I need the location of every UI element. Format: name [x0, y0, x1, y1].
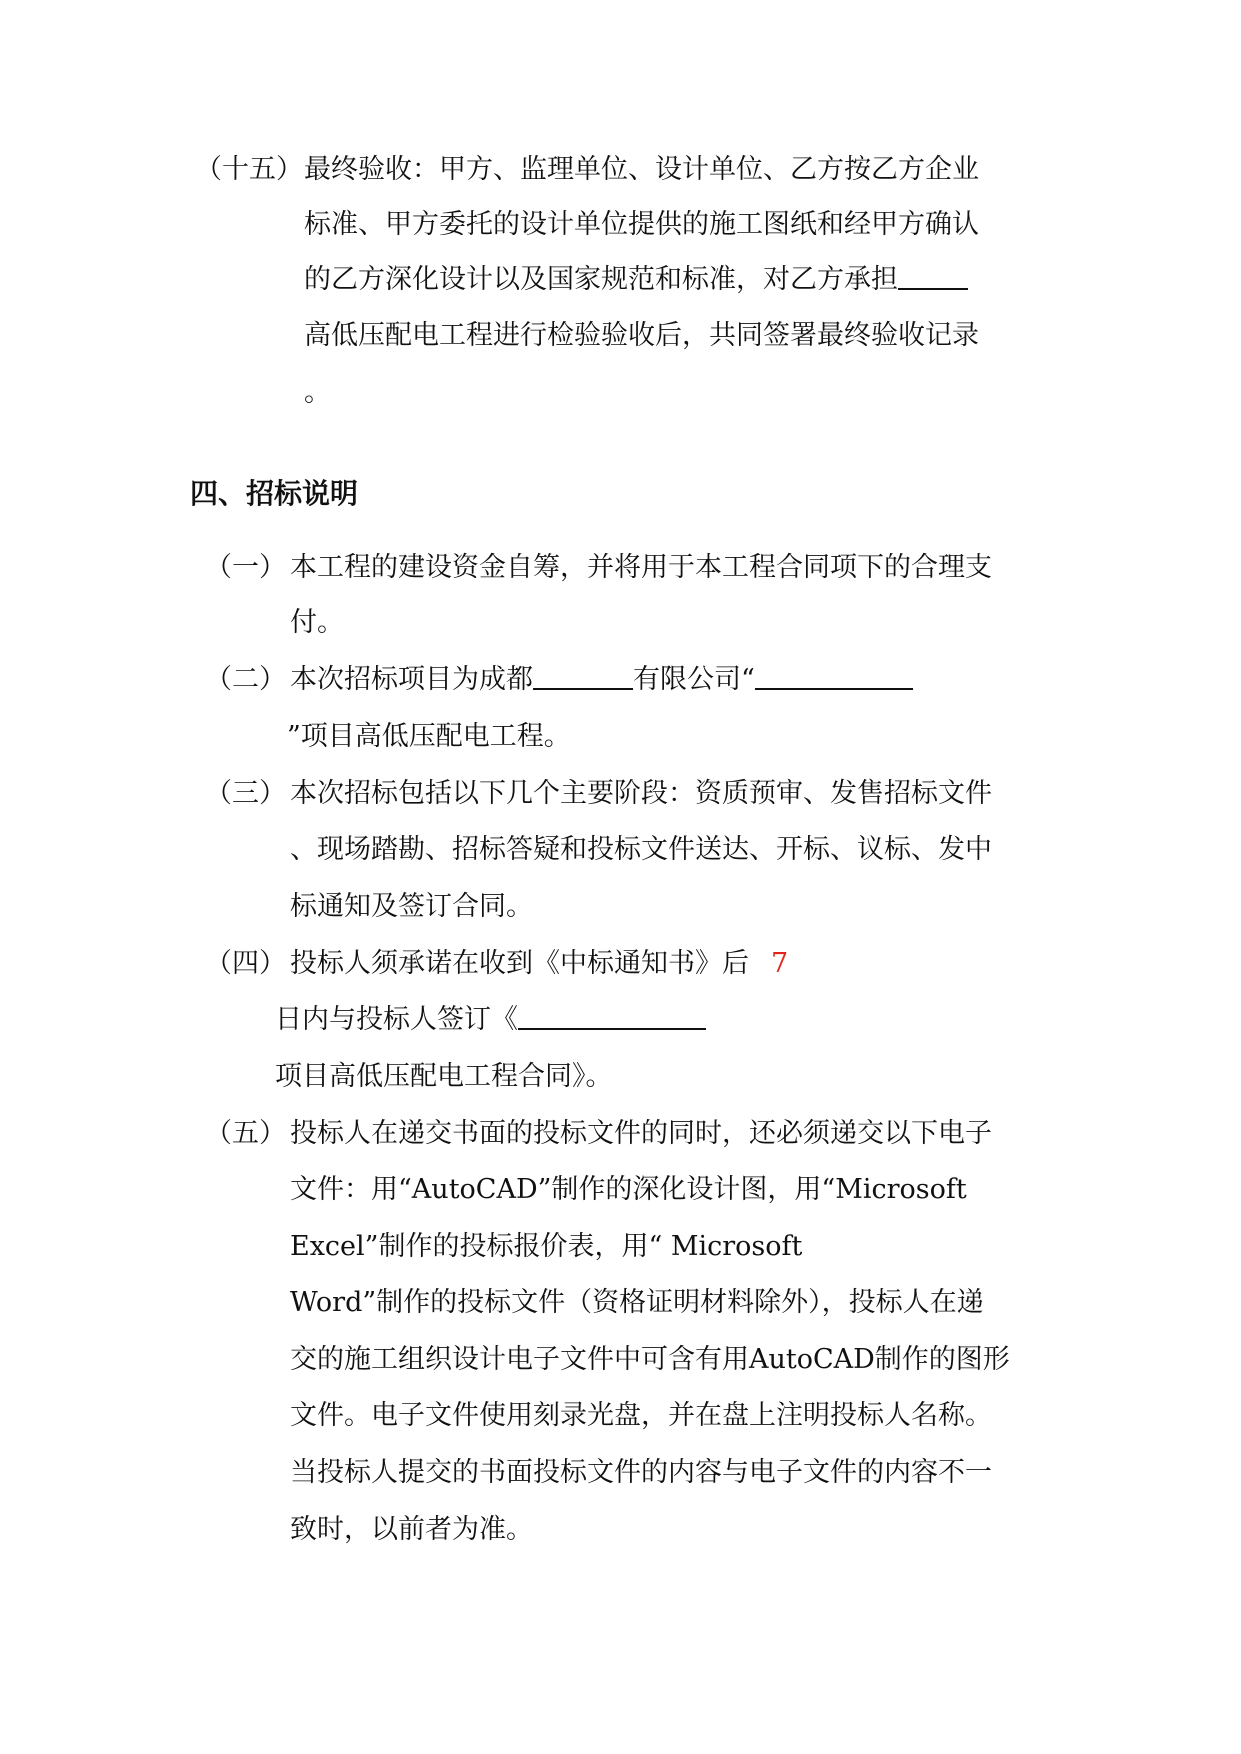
- blank-project-name: [755, 662, 913, 690]
- item2-label: （二）: [205, 664, 286, 695]
- item4-label: （四）: [205, 948, 286, 979]
- item15-line3: [304, 262, 968, 298]
- item1-line1: 本工程的建设资金自筹，并将用于本工程合同项下的合理支: [290, 552, 992, 583]
- blank-company-name: [533, 662, 633, 690]
- item2-line1-text-a: 本次招标项目为成都: [290, 664, 533, 695]
- item15-line5: 。: [304, 377, 331, 408]
- item3-line1: 本次招标包括以下几个主要阶段：资质预审、发售招标文件: [290, 778, 992, 809]
- item5-line8: 致时，以前者为准。: [290, 1514, 533, 1545]
- item15-line1: 最终验收：甲方、监理单位、设计单位、乙方按乙方企业: [304, 154, 979, 185]
- item5-line5: 交的施工组织设计电子文件中可含有用AutoCAD制作的图形: [290, 1344, 1010, 1375]
- item15-label: （十五）: [195, 154, 303, 185]
- blank-contractor-scope: [898, 262, 968, 290]
- item5-label: （五）: [205, 1118, 286, 1149]
- item3-line2: 、现场踏勘、招标答疑和投标文件送达、开标、议标、发中: [290, 834, 992, 865]
- item4-line2: [275, 1002, 706, 1038]
- blank-contract-project: [518, 1002, 706, 1030]
- item15-line2: 标准、甲方委托的设计单位提供的施工图纸和经甲方确认: [304, 209, 979, 240]
- item4-line1: [290, 946, 788, 982]
- item5-line1: 投标人在递交书面的投标文件的同时，还必须递交以下电子: [290, 1118, 992, 1149]
- item2-line1: [290, 662, 913, 698]
- item5-line3: Excel”制作的投标报价表，用“ Microsoft: [290, 1231, 803, 1262]
- item2-line1-text-b: 有限公司“: [633, 664, 755, 695]
- item3-label: （三）: [205, 778, 286, 809]
- item5-line7: 当投标人提交的书面投标文件的内容与电子文件的内容不一: [290, 1457, 992, 1488]
- item4-line2-text: 日内与投标人签订《: [275, 1004, 518, 1035]
- item4-line1-text: 投标人须承诺在收到《中标通知书》后: [290, 948, 749, 979]
- item4-line3: 项目高低压配电工程合同》。: [275, 1061, 613, 1092]
- item5-line2: 文件：用“AutoCAD”制作的深化设计图，用“Microsoft: [290, 1174, 967, 1205]
- item15-line3-text: 的乙方深化设计以及国家规范和标准，对乙方承担: [304, 264, 898, 295]
- item15-line4: 高低压配电工程进行检验验收后，共同签署最终验收记录: [304, 320, 979, 351]
- section-title: 四、招标说明: [190, 477, 359, 510]
- item3-line3: 标通知及签订合同。: [290, 891, 533, 922]
- item1-line2: 付。: [290, 607, 344, 638]
- item1-label: （一）: [205, 552, 286, 583]
- item5-line4: Word”制作的投标文件（资格证明材料除外），投标人在递: [290, 1287, 984, 1318]
- item5-line6: 文件。电子文件使用刻录光盘，并在盘上注明投标人名称。: [290, 1400, 992, 1431]
- item2-line2: ”项目高低压配电工程。: [287, 721, 571, 752]
- days-count: 7: [771, 948, 789, 979]
